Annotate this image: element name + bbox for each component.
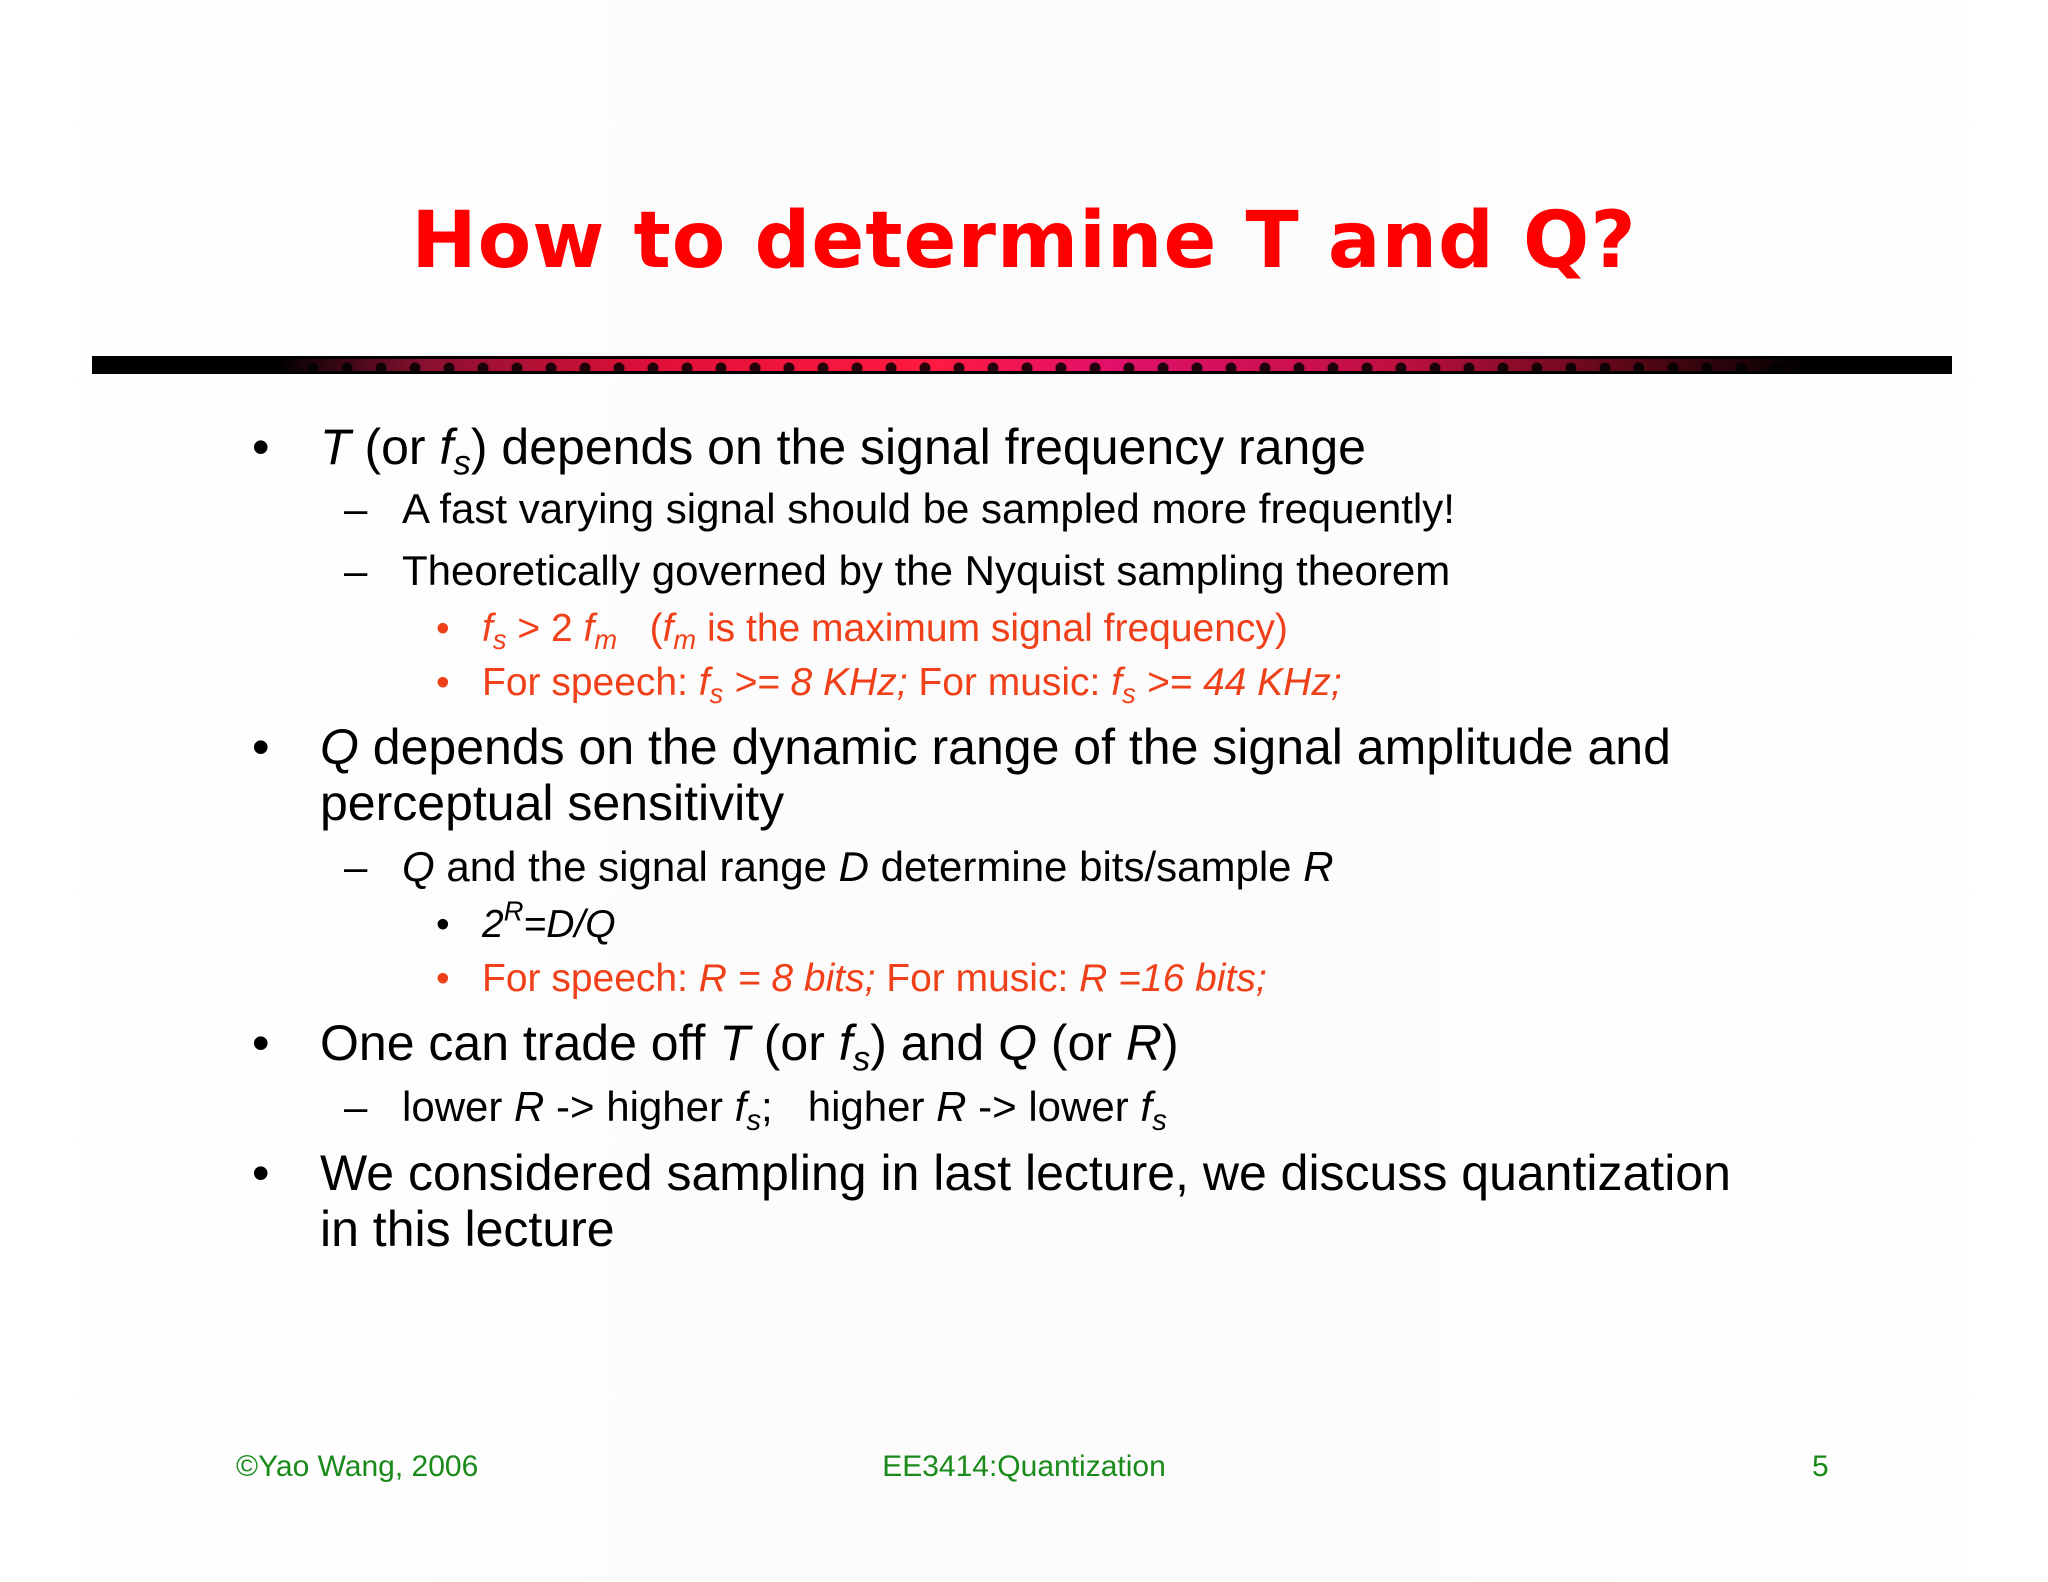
dash-marker: – <box>344 1083 368 1130</box>
bullet-2-1 <box>402 842 1334 892</box>
var-t: T <box>719 1015 750 1071</box>
bullet-2-1-2 <box>482 956 1267 1002</box>
formula-exponent: R <box>503 895 524 927</box>
formula-base: 2 <box>482 903 504 946</box>
text-fragment: For music: <box>875 957 1080 1000</box>
text-fragment: ) depends on the signal frequency range <box>470 419 1366 475</box>
text-fragment: > 2 <box>506 607 584 650</box>
text-fragment: (or <box>1036 1015 1126 1071</box>
bullet-marker: • <box>252 1145 270 1201</box>
var-q: Q <box>402 843 435 890</box>
var-f: f <box>734 1083 747 1130</box>
text-fragment: ( <box>617 607 663 650</box>
bullet-marker: • <box>252 1015 270 1071</box>
small-bullet-marker: • <box>436 661 450 704</box>
text-fragment: lower <box>402 1083 515 1130</box>
bullet-1-1: A fast varying signal should be sampled more frequently! <box>402 485 1455 532</box>
subscript-s: s <box>1122 678 1136 710</box>
title-divider <box>92 356 1952 374</box>
bullet-1 <box>320 418 1366 483</box>
var-r: R <box>1125 1015 1162 1071</box>
footer-course: EE3414:Quantization <box>882 1450 1166 1483</box>
var-q: Q <box>998 1015 1037 1071</box>
footer-page-number: 5 <box>1812 1450 1829 1483</box>
bullet-4-line-1: We considered sampling in last lecture, we discuss quantization <box>320 1145 1731 1201</box>
bullet-1-2: Theoretically governed by the Nyquist sampling theorem <box>402 547 1451 594</box>
subscript-s: s <box>1152 1103 1167 1137</box>
var-q: Q <box>320 719 359 775</box>
subscript-s: s <box>492 624 507 656</box>
dash-marker: – <box>344 485 368 532</box>
var-r: R <box>1303 843 1334 890</box>
subscript-s: s <box>746 1103 762 1137</box>
bullet-2-line-1 <box>320 718 1671 776</box>
bullet-marker: • <box>252 719 270 775</box>
dash-marker: – <box>344 843 368 890</box>
bullet-3-1 <box>402 1082 1167 1137</box>
text-fragment: and the signal range <box>434 843 839 890</box>
var-f: f <box>482 607 493 650</box>
text-fragment: ) and <box>870 1015 999 1071</box>
text-fragment: >= 8 KHz; <box>723 661 908 704</box>
var-f: f <box>439 419 454 475</box>
text-fragment: -> higher <box>544 1083 735 1130</box>
text-fragment: For music: <box>907 661 1112 704</box>
bullet-2-1-1 <box>482 895 616 948</box>
text-fragment: For speech: <box>482 957 699 1000</box>
var-f: f <box>698 661 710 704</box>
var-d: D <box>838 843 869 890</box>
var-f: f <box>662 607 674 650</box>
small-bullet-marker: • <box>436 903 450 946</box>
text-fragment: R = 8 bits; <box>698 957 876 1000</box>
var-f: f <box>1111 661 1123 704</box>
text-fragment: depends on the dynamic range of the signal amplitude and <box>358 719 1671 775</box>
text-fragment: R =16 bits; <box>1079 957 1267 1000</box>
slide-title: How to determine T and Q? <box>411 196 1637 286</box>
var-r: R <box>936 1083 967 1130</box>
small-bullet-marker: • <box>436 957 450 1000</box>
var-t: T <box>320 419 351 475</box>
bullet-3 <box>320 1014 1179 1079</box>
text-fragment: (or <box>749 1015 839 1071</box>
var-f: f <box>838 1015 853 1071</box>
bullet-1-2-2 <box>482 660 1342 710</box>
text-fragment: For speech: <box>482 661 699 704</box>
bullet-1-2-1 <box>482 606 1288 656</box>
text-fragment: (or <box>350 419 440 475</box>
text-fragment: ) <box>1161 1015 1179 1071</box>
dash-marker: – <box>344 547 368 594</box>
var-f: f <box>1140 1083 1153 1130</box>
text-fragment: ; higher <box>761 1083 937 1130</box>
subscript-s: s <box>709 678 724 710</box>
text-fragment: -> lower <box>966 1083 1141 1130</box>
text-fragment: One can trade off <box>320 1015 720 1071</box>
text-fragment: is the maximum signal frequency) <box>696 607 1288 650</box>
small-bullet-marker: • <box>436 607 450 650</box>
formula-rest: =D/Q <box>523 903 616 946</box>
subscript-s: s <box>852 1039 871 1079</box>
text-fragment: >= 44 KHz; <box>1135 661 1342 704</box>
bullet-2-line-2: perceptual sensitivity <box>320 775 785 831</box>
subscript-s: s <box>453 443 471 483</box>
bullet-marker: • <box>252 419 270 475</box>
subscript-m: m <box>594 624 618 656</box>
subscript-m: m <box>673 624 697 656</box>
var-r: R <box>514 1083 545 1130</box>
footer-copyright: ©Yao Wang, 2006 <box>236 1450 479 1483</box>
var-f: f <box>583 607 595 650</box>
bullet-4-line-2: in this lecture <box>320 1201 615 1257</box>
text-fragment: determine bits/sample <box>868 843 1304 890</box>
